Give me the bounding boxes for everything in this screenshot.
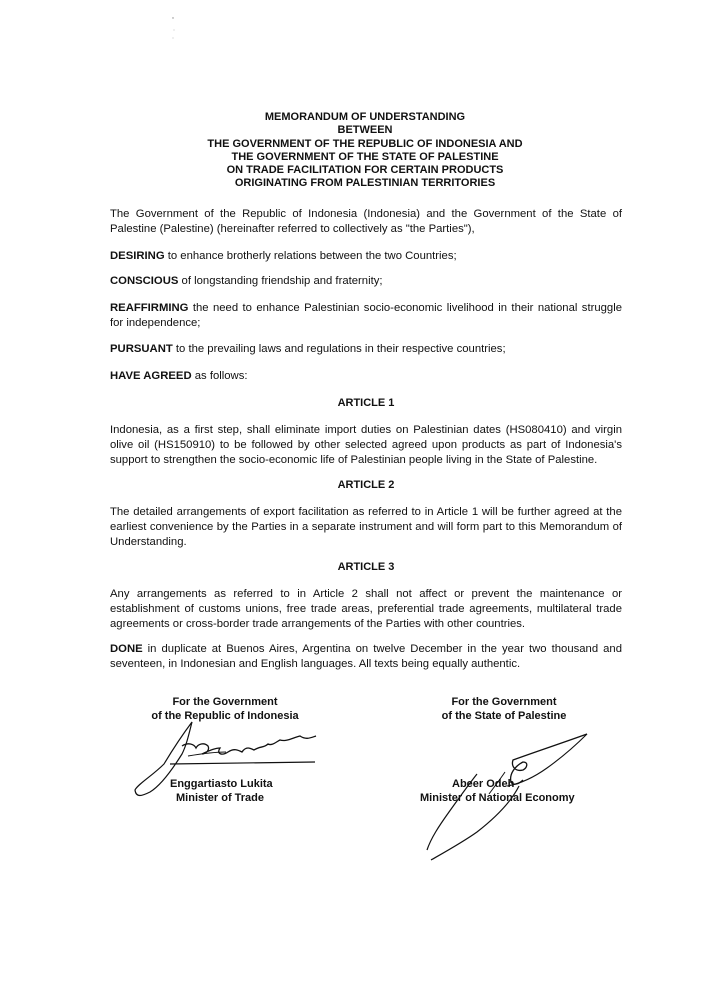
indonesia-signatory-name: Enggartiasto Lukita [170,778,273,790]
palestine-signatory-title: Minister of National Economy [420,792,575,804]
done-keyword: DONE [110,643,143,655]
title-line: MEMORANDUM OF UNDERSTANDING [264,111,466,123]
article-2-heading: ARTICLE 2 [337,479,395,491]
pursuant-keyword: PURSUANT [110,343,173,355]
palestine-signatory-name: Abeer Odeh [452,778,515,790]
reaffirming-text: the need to enhance Palestinian socio-economic livelihood in their national struggle for independence; [110,302,622,329]
article-3-heading: ARTICLE 3 [337,561,395,573]
palestine-for-line-1: For the Government [451,696,557,708]
palestine-signature [415,728,595,863]
palestine-for-line-2: of the State of Palestine [441,710,567,722]
pursuant-text: to the prevailing laws and regulations in their respective countries; [172,343,506,355]
preamble-desiring [110,249,622,264]
reaffirming-keyword: REAFFIRMING [110,302,189,314]
conscious-text: of longstanding friendship and fraternity; [178,275,383,287]
title-line: ON TRADE FACILITATION FOR CERTAIN PRODUCTS [226,164,504,177]
have-agreed-keyword: HAVE AGREED [110,370,192,382]
preamble-pursuant [110,342,622,357]
preamble-intro: The Government of the Republic of Indonesia (Indonesia) and the Government of the State of Palestine (Palestine) (hereinafter referred to collectively as "the Parties"), [110,208,622,235]
article-2-text: The detailed arrangements of export facilitation as referred to in Article 1 will be further agreed at the earliest convenience by the Parties in a separate instrument and will form part to this Memorandum of Understanding. [110,506,622,548]
conscious-keyword: CONSCIOUS [110,275,179,287]
preamble-have-agreed [110,369,622,384]
indonesia-for-line-1: For the Government [172,696,278,708]
done-text: in duplicate at Buenos Aires, Argentina on twelve December in the year two thousand and seventeen, in Indonesian and English languages. All texts being equally authentic. [110,643,622,670]
title-line: THE GOVERNMENT OF THE REPUBLIC OF INDONESIA AND [207,137,523,150]
article-1-text: Indonesia, as a first step, shall eliminate import duties on Palestinian dates (HS080410) and virgin olive oil (HS150910) to be followed by other selected agreed upon products as part of Indonesia's support to strengthen the socio-economic life of Palestinian people living in the State of Palestine. [110,424,622,466]
desiring-text: to enhance brotherly relations between the two Countries; [164,250,457,262]
indonesia-for-line-2: of the Republic of Indonesia [151,710,299,722]
document-title [110,111,620,191]
title-line: ORIGINATING FROM PALESTINIAN TERRITORIES [234,177,496,190]
scan-specks [168,14,178,44]
preamble-conscious [110,274,622,289]
article-3-text: Any arrangements as referred to in Article 2 shall not affect or prevent the maintenance or establishment of customs unions, free trade areas, preferential trade agreements, multilateral trade agreements or cross-border trade arrangements of the Parties with other countries. [110,588,622,630]
article-1-heading: ARTICLE 1 [337,397,395,409]
title-line: BETWEEN [337,124,393,137]
indonesia-signatory-title: Minister of Trade [176,792,265,804]
title-line: THE GOVERNMENT OF THE STATE OF PALESTINE [231,150,499,163]
palestine-signatory-heading [414,695,594,723]
desiring-keyword: DESIRING [110,250,165,262]
preamble-reaffirming [110,301,622,331]
have-agreed-text: as follows: [191,370,248,382]
done-clause [110,642,622,672]
